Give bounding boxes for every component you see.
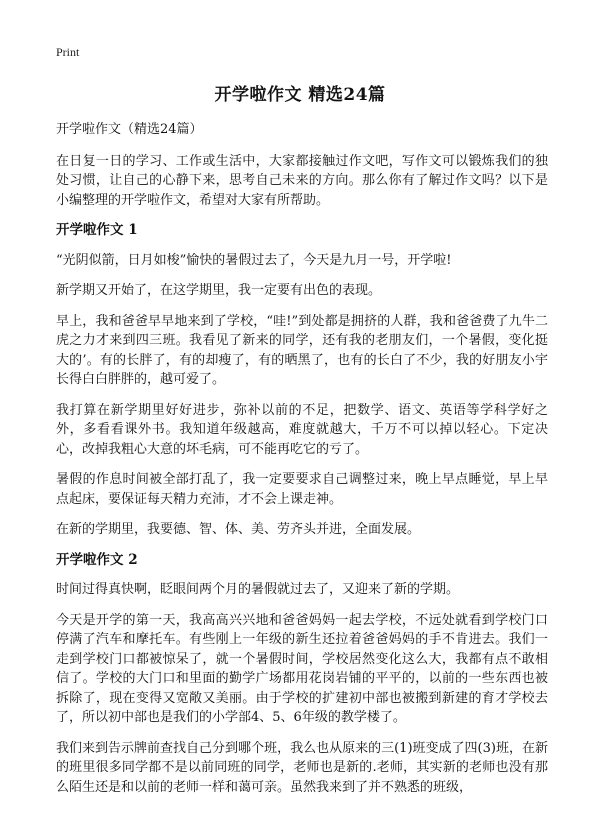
section-heading: 开学啦作文 2 xyxy=(56,551,138,568)
document-body xyxy=(56,120,548,808)
paragraph: 在新的学期里，我要德、智、体、美、劳齐头并进，全面发展。 xyxy=(56,522,421,537)
paragraph: 今天是开学的第一天，我高高兴兴地和爸爸妈妈一起去学校，不远处就看到学校门口停满了汽车和摩托车。有些刚上一年级的新生还拉着爸爸妈妈的手不肯进去。我们一走到学校门口都被惊呆了，就一个暑假时间，学校居然变化这么大，我都有点不敢相信了。学校的大门口和里面的勤学广场都用花岗岩铺的平平的，以前的一些东西也被拆除了，现在变得又宽敞又美丽。由于学校的扩建初中部也被搬到新建的育才学校去了，所以初中部也是我们的小学部4、5、6年级的教学楼了。 xyxy=(56,612,548,725)
document-subtitle: 开学啦作文（精选24篇） xyxy=(56,122,203,137)
paragraph: 我打算在新学期里好好进步，弥补以前的不足，把数学、语文、英语等学科学好之外，多看看课外书。我知道年级越高，难度就越大，千万不可以掉以轻心。下定决心，改掉我粗心大意的坏毛病，可不能再吃它的亏了。 xyxy=(56,402,548,457)
paragraph: 暑假的作息时间被全部打乱了，我一定要要求自己调整过来，晚上早点睡觉，早上早点起床，要保证每天精力充沛，才不会上课走神。 xyxy=(56,472,548,507)
print-label: Print xyxy=(56,45,80,59)
paragraph: 我们来到告示牌前查找自己分到哪个班，我么也从原来的三(1)班变成了四(3)班，在新的班里很多同学都不是以前同班的同学，老师也是新的.老师，其实新的老师也没有那么陌生还是和以前的老师一样和蔼可亲。虽然我来到了并不熟悉的班级， xyxy=(56,740,548,795)
paragraph: 新学期又开始了，在这学期里，我一定要有出色的表现。 xyxy=(56,283,382,298)
paragraph: 早上，我和爸爸早早地来到了学校，“哇!”到处都是拥挤的人群，我和爸爸费了九牛二虎之力才来到四三班。我看见了新来的同学，还有我的老朋友们，一个暑假，变化挺大的’。有的长胖了，有的却瘦了，有的晒黑了，也有的长白了不少，我的好朋友小宇长得白白胖胖的，越可爱了。 xyxy=(56,313,548,387)
document-title: 开学啦作文 精选24篇 xyxy=(214,85,386,105)
section-heading: 开学啦作文 1 xyxy=(56,222,138,238)
intro-paragraph: 在日复一日的学习、工作或生活中，大家都接触过作文吧，写作文可以锻炼我们的独处习惯，让自己的心静下来，思考自己未来的方向。那么你有了解过作文吗？以下是小编整理的开学啦作文，希望对大家有所帮助。 xyxy=(56,153,548,208)
paragraph: “光阴似箭，日月如梭”愉快的暑假过去了，今天是九月一号，开学啦! xyxy=(56,252,452,268)
paragraph: 时间过得真快啊，眨眼间两个月的暑假就过去了，又迎来了新的学期。 xyxy=(56,582,460,597)
